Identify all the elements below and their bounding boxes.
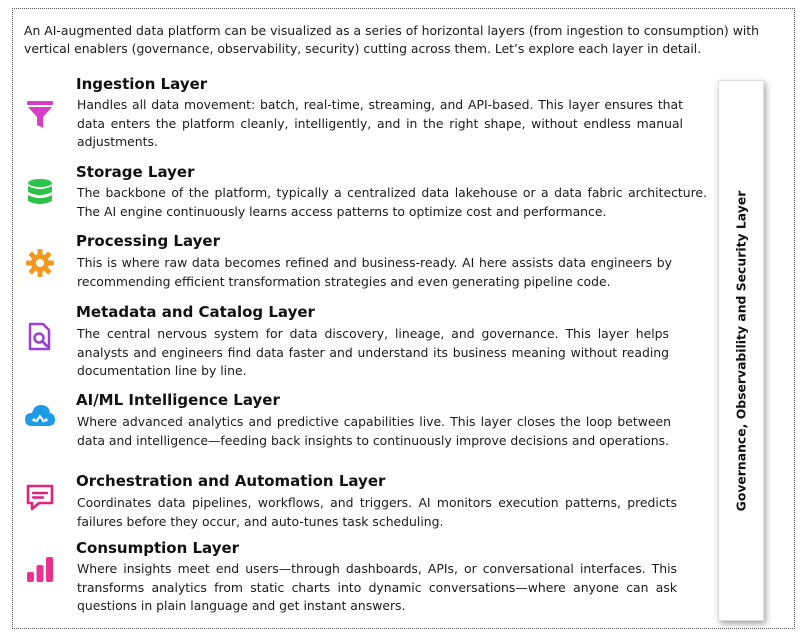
database-icon xyxy=(24,177,56,209)
ai-ml-intelligence-layer-title: AI/ML Intelligence Layer xyxy=(76,391,280,409)
intro-text: An AI-augmented data platform can be visualized as a series of horizontal layers (from ingestion to consumption) with vertical enablers (governance, observability, security) cutting across them. Let’s explore each layer in detail. xyxy=(24,23,759,56)
governance-observability-security-label: Governance, Observability and Security Layer xyxy=(733,190,749,511)
bar-chart-icon xyxy=(24,553,56,585)
processing-layer-title: Processing Layer xyxy=(76,232,220,250)
processing-layer-desc: This is where raw data becomes refined and business-ready. AI here assists data engineers by recommending efficient transformation strategies and even generating pipeline code. xyxy=(77,255,672,289)
orchestration-automation-layer-title: Orchestration and Automation Layer xyxy=(76,472,386,490)
funnel-icon xyxy=(24,99,56,131)
ingestion-layer-desc: Handles all data movement: batch, real-time, streaming, and API-based. This layer ensures that data enters the platform cleanly, intelligently, and in the right shape, without endless manual adjustments. xyxy=(77,97,683,149)
chat-icon xyxy=(24,482,56,514)
consumption-layer-desc: Where insights meet end users—through dashboards, APIs, or conversational interfaces. This transforms analytics from static charts into dynamic conversations—where anyone can ask questions in plain language and get instant answers. xyxy=(77,561,677,613)
metadata-catalog-layer-title: Metadata and Catalog Layer xyxy=(76,303,315,321)
storage-layer-desc: The backbone of the platform, typically a centralized data lakehouse or a data fabric architecture. The AI engine continuously learns access patterns to optimize cost and performance. xyxy=(77,185,707,219)
orchestration-automation-layer-desc: Coordinates data pipelines, workflows, and triggers. AI monitors execution patterns, predicts failures before they occur, and auto-tunes task scheduling. xyxy=(77,495,677,529)
storage-layer-title: Storage Layer xyxy=(76,163,195,181)
cloud-ai-icon xyxy=(24,400,56,432)
ingestion-layer-title: Ingestion Layer xyxy=(76,75,208,93)
ai-ml-intelligence-layer-desc: Where advanced analytics and predictive capabilities live. This layer closes the loop between data and intelligence—feeding back insights to continuously improve decisions and operations. xyxy=(77,414,671,448)
governance-observability-security-bar xyxy=(718,80,764,621)
document-search-icon xyxy=(24,321,56,353)
consumption-layer-title: Consumption Layer xyxy=(76,539,240,557)
gear-icon xyxy=(24,247,56,279)
metadata-catalog-layer-desc: The central nervous system for data discovery, lineage, and governance. This layer helps analysts and engineers find data faster and understand its business meaning without reading documentation line by line. xyxy=(77,326,669,378)
